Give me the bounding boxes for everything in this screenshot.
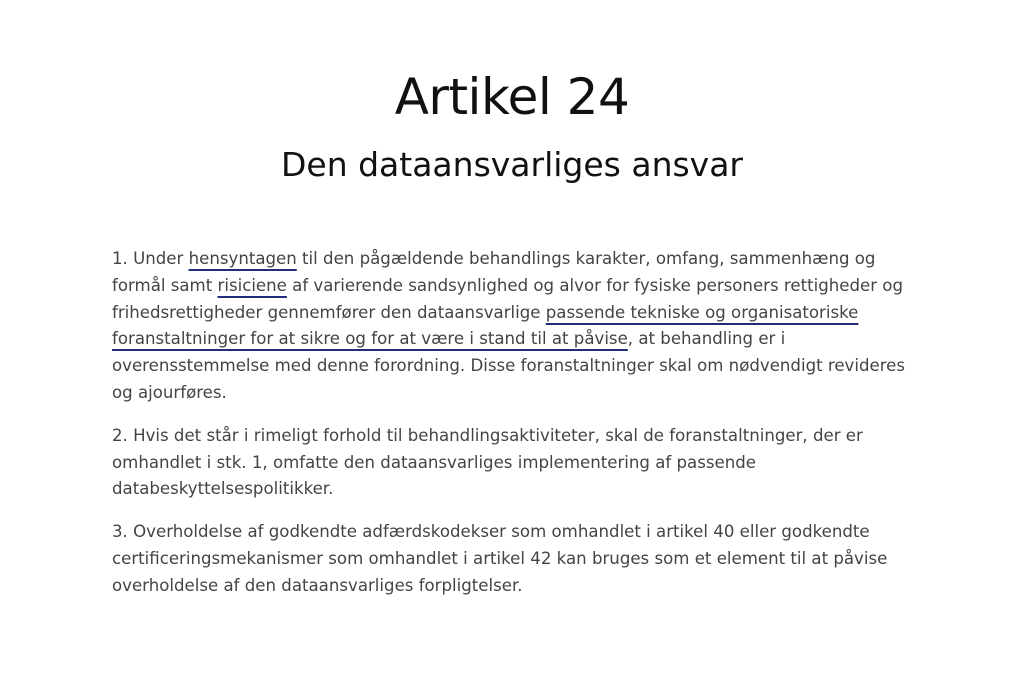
paragraph-1-text-c: af varierende sandsynlighed og alvor for fysiske personers rettigheder og frihedsrettigheder gennemfører den dataansvarlige [112, 275, 903, 322]
paragraph-1-text-d: , at behandling er i overensstemmelse med denne forordning. Disse foranstaltninger skal om nødvendigt revideres og ajourføres. [112, 329, 906, 402]
underline-hensyntagen: hensyntagen [188, 249, 297, 268]
article-title: Artikel 24 [394, 68, 630, 126]
article-subtitle: Den dataansvarliges ansvar [280, 145, 744, 184]
article-body [112, 246, 922, 616]
underline-risiciene: risiciene [217, 275, 287, 295]
paragraph-1-text-a: 1. Under [112, 249, 189, 268]
paragraph-1-text-b: til den pågældende behandlings karakter, omfang, sammenhæng og formål samt [112, 249, 876, 295]
underline-foranstaltninger: passende tekniske og organisatoriske foranstaltninger for at sikre og for at være i stand til at påvise [112, 302, 859, 349]
paragraph-1 [112, 246, 922, 407]
paragraph-3: 3. Overholdelse af godkendte adfærdskodekser som omhandlet i artikel 40 eller godkendte certificeringsmekanismer som omhandlet i artikel 42 kan bruges som et element til at påvise overholdelse af den dataansvarliges forpligtelser. [112, 522, 888, 595]
paragraph-2: 2. Hvis det står i rimeligt forhold til behandlingsaktiviteter, skal de foranstaltninger, der er omhandlet i stk. 1, omfatte den dataansvarliges implementering af passende databeskyttelsespolitikker. [112, 425, 863, 499]
